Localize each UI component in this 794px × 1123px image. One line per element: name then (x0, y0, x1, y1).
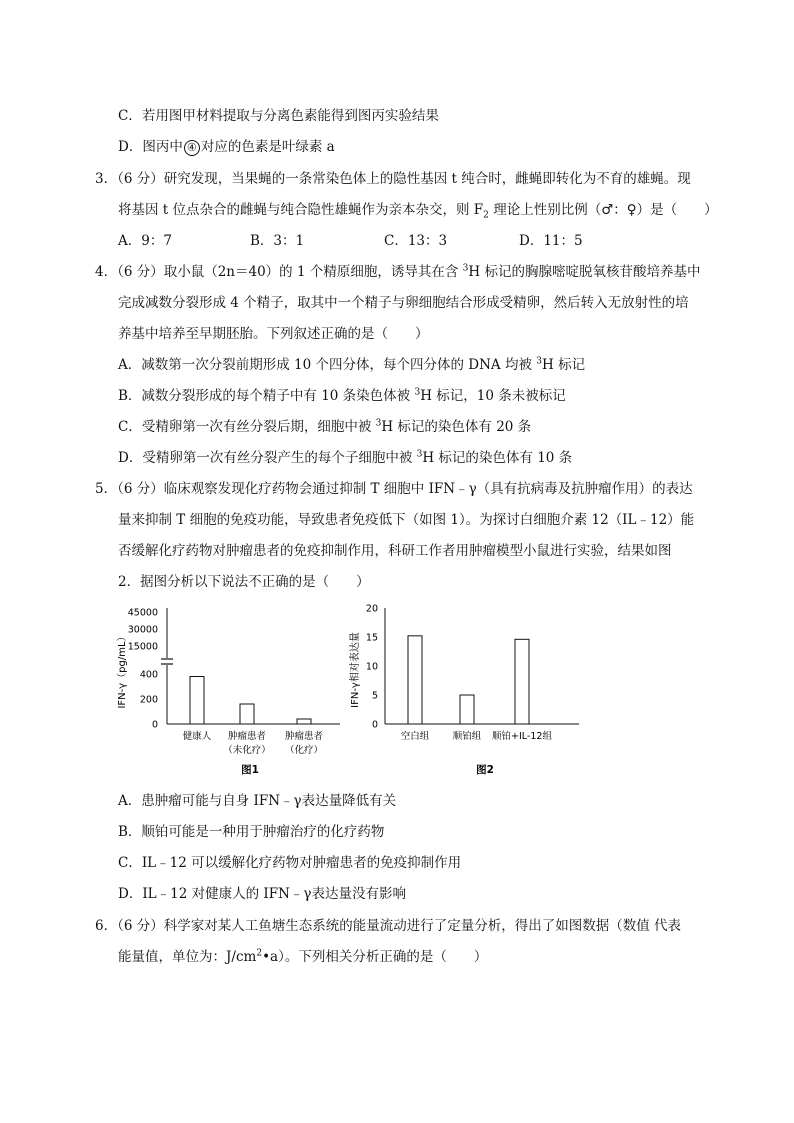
fig1-tick-label: 400 (139, 669, 158, 681)
q3-stem-line2: 将基因 t 位点杂合的雌蝇与纯合隐性雄蝇作为亲本杂交，则 $F_2$ 理论上性别比例（♂：♀）是（ ） (118, 202, 718, 221)
q4-stem-line3: 养基中培养至早期胚胎。下列叙述正确的是（ ） (118, 326, 429, 342)
q5-option-b: B．顺铂可能是一种用于肿瘤治疗的化疗药物 (118, 824, 385, 840)
fig2-title: 图2 (476, 764, 494, 776)
fig2-category-label: 空白组 (400, 731, 430, 742)
fig2-tick-label: 0 (371, 719, 378, 731)
fig1-tick-label: 0 (151, 719, 158, 731)
fig1-bar (190, 677, 204, 725)
fig2-category-label: 顺铂组 (452, 731, 482, 742)
q3-options (118, 229, 583, 249)
q4-option-c: C．受精卵第一次有丝分裂后期，细胞中被 $^3$H 标记的染色体有 20 条 (118, 418, 532, 435)
q5-option-c: C．IL﹣12 可以缓解化疗药物对肿瘤患者的免疫抑制作用 (118, 855, 462, 871)
fig2-category-label: 顺铂+IL-12组 (492, 731, 552, 742)
q2-option-c: C．若用图甲材料提取与分离色素能得到图丙实验结果 (118, 108, 439, 124)
fig2-ylabel: IFN-γ相对表达量 (350, 632, 361, 708)
q4-option-b: B．减数分裂形成的每个精子中有 10 条染色体被 $^3$H 标记，10 条未被标记 (118, 387, 566, 404)
fig1-category-label: （化疗） (284, 745, 324, 756)
fig2-tick-label: 15 (365, 632, 378, 644)
fig1-category-label: （未化疗） (223, 745, 271, 756)
fig2-bar (408, 636, 422, 724)
q2-option-d: D．图丙中 ④ 对应的色素是叶绿素 a (118, 139, 335, 155)
q5-option-a: A．患肿瘤可能与自身 IFN﹣γ表达量降低有关 (118, 793, 397, 809)
q5-option-d: D．IL﹣12 对健康人的 IFN﹣γ表达量没有影响 (118, 886, 406, 902)
q6-stem-line1: 6．（6 分）科学家对某人工鱼塘生态系统的能量流动进行了定量分析，得出了如图数据（数值 代表 (95, 918, 682, 934)
fig1-title: 图1 (241, 764, 259, 776)
fig1-tick-label: 45000 (127, 607, 158, 619)
fig1-category-label: 肿瘤患者 (284, 731, 324, 742)
fig2-tick-label: 20 (365, 603, 378, 615)
fig1-category-label: 健康人 (182, 731, 212, 742)
fig1-tick-label: 30000 (127, 624, 158, 636)
q5-stem-line4: 2．据图分析以下说法不正确的是（ ） (118, 574, 370, 590)
q3-option-a: A．9：7 (118, 233, 172, 249)
q5-stem-line3: 否缓解化疗药物对肿瘤患者的免疫抑制作用，科研工作者用肿瘤模型小鼠进行实验，结果如图 (118, 543, 672, 559)
fig1-bar (240, 704, 254, 724)
fig2-tick-label: 5 (371, 690, 378, 702)
fig2-tick-label: 10 (365, 661, 378, 673)
q4-stem-line1: 4．（6 分）取小鼠（2n＝40）的 1 个精原细胞，诱导其在含 $^3$H 标记的胸腺嘧啶脱氧核苷酸培养基中 (95, 263, 701, 280)
q4-option-a: A．减数第一次分裂前期形成 10 个四分体，每个四分体的 DNA 均被 $^3$H 标记 (118, 356, 586, 373)
q3-option-b: B．3：1 (250, 233, 305, 249)
q5-stem-line1: 5．（6 分）临床观察发现化疗药物会通过抑制 T 细胞中 IFN﹣γ（具有抗病毒及抗肿瘤作用）的表达 (95, 481, 693, 497)
q4-stem-line2: 完成减数分裂形成 4 个精子，取其中一个精子与卵细胞结合形成受精卵，然后转入无放射性的培 (118, 295, 689, 311)
figure-2-chart (345, 598, 585, 783)
fig1-tick-label: 200 (139, 694, 158, 706)
fig1-category-label: 肿瘤患者 (227, 731, 267, 742)
fig1-ylabel: IFN-γ（pg/mL） (117, 631, 128, 709)
q6-stem-line2: 能量值，单位为：$J/cm^2•a$）。下列相关分析正确的是（ ） (118, 948, 488, 965)
q3-stem-line1: 3．（6 分）研究发现，当果蝇的一条常染色体上的隐性基因 t 纯合时，雌蝇即转化为不育的雄蝇。现 (95, 171, 691, 187)
q3-option-d: D．11：5 (519, 233, 583, 249)
fig2-bar (460, 695, 474, 724)
circled-four: ④ (184, 140, 200, 156)
figure-1-chart (110, 598, 350, 783)
q3-option-c: C．13：3 (384, 233, 448, 249)
q5-stem-line2: 量来抑制 T 细胞的免疫功能，导致患者免疫低下（如图 1）。为探讨白细胞介素 12（IL﹣12）能 (118, 512, 695, 528)
fig2-bar (515, 639, 529, 724)
fig1-bar (297, 719, 311, 724)
q4-option-d: D．受精卵第一次有丝分裂产生的每个子细胞中被 $^3$H 标记的染色体有 10 条 (118, 449, 573, 466)
fig1-tick-label: 15000 (127, 641, 158, 653)
